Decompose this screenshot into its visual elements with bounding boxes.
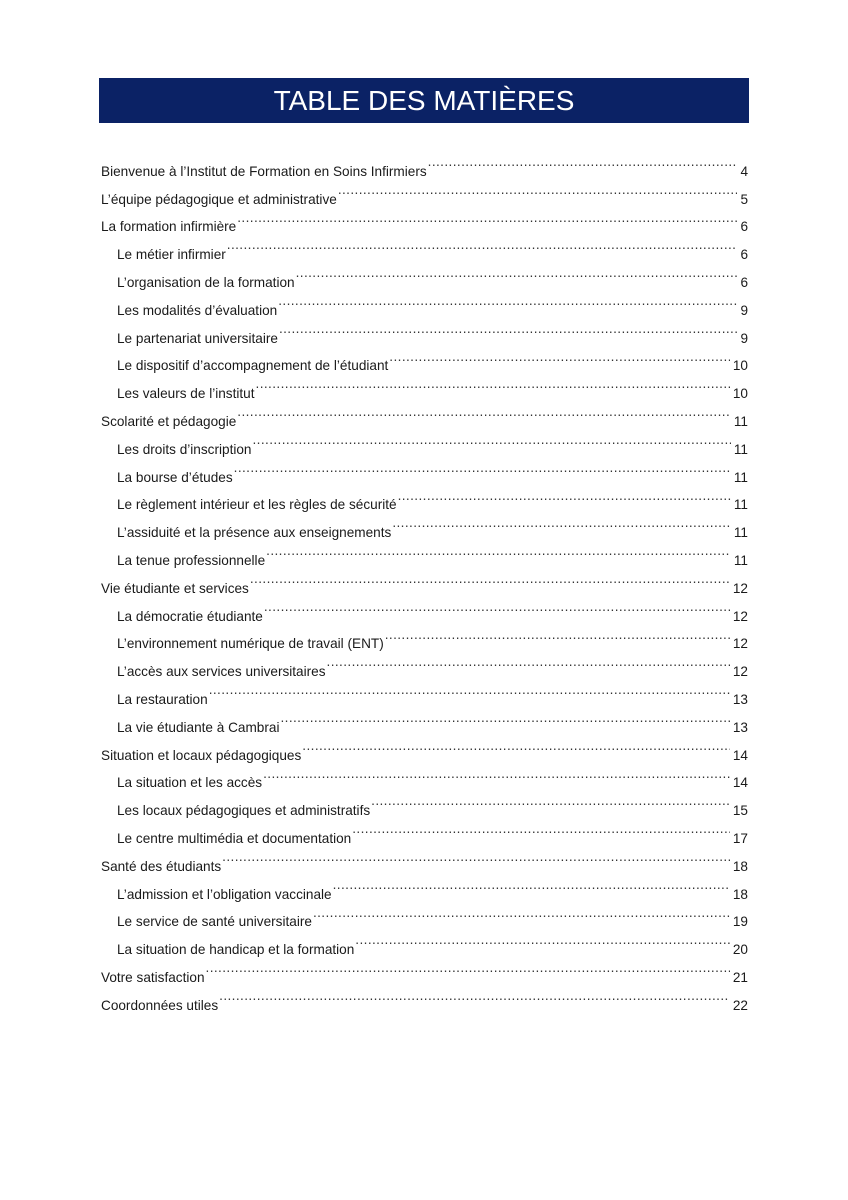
toc-entry-label: Le métier infirmier (117, 247, 226, 263)
toc-entry-label: Vie étudiante et services (101, 580, 249, 596)
toc-entry-label: Le service de santé universitaire (117, 914, 312, 930)
toc-entry-label: Santé des étudiants (101, 858, 222, 874)
toc-entry-label: Coordonnées utiles (101, 997, 219, 1013)
toc-entry-label: La tenue professionnelle (117, 552, 266, 568)
toc-entry-label: Situation et locaux pédagogiques (101, 747, 302, 763)
toc-page-number: 11 (733, 413, 748, 429)
toc-entry-label: Bienvenue à l’Institut de Formation en Soins Infirmiers (101, 163, 427, 179)
page-title: TABLE DES MATIÈRES (99, 78, 749, 123)
toc-entry-label: Le règlement intérieur et les règles de sécurité (117, 497, 397, 513)
toc-entry-label: L’organisation de la formation (117, 274, 295, 290)
toc-page-number: 5 (740, 191, 748, 207)
toc-dot-leader (278, 287, 737, 315)
toc-entry-label: Le centre multimédia et documentation (117, 830, 352, 846)
toc-entry[interactable] (101, 148, 748, 179)
toc-page-number: 10 (732, 386, 748, 402)
toc-dot-leader (206, 954, 730, 982)
table-of-contents (101, 148, 748, 1013)
toc-page-number: 11 (733, 552, 748, 568)
toc-page-number: 15 (732, 803, 748, 819)
toc-page-number: 11 (733, 497, 748, 513)
toc-entry-label: L’admission et l’obligation vaccinale (117, 886, 332, 902)
toc-page-number: 21 (732, 969, 748, 985)
toc-dot-leader (253, 426, 731, 454)
toc-entry-label: L’accès aux services universitaires (117, 664, 326, 680)
toc-dot-leader (266, 537, 731, 565)
toc-page-number: 6 (740, 219, 748, 235)
toc-dot-leader (237, 398, 731, 426)
toc-dot-leader (371, 787, 730, 815)
toc-dot-leader (227, 231, 738, 259)
toc-entry-label: La situation et les accès (117, 775, 263, 791)
toc-page-number: 19 (732, 914, 748, 930)
toc-page-number: 12 (732, 608, 748, 624)
toc-page-number: 14 (732, 747, 748, 763)
toc-dot-leader (234, 454, 731, 482)
toc-page-number: 11 (733, 441, 748, 457)
toc-page-number: 18 (732, 886, 748, 902)
toc-entry-label: L’équipe pédagogique et administrative (101, 191, 337, 207)
toc-entry-label: Les valeurs de l’institut (117, 386, 255, 402)
toc-dot-leader (352, 815, 730, 843)
toc-entry-label: Les modalités d’évaluation (117, 302, 278, 318)
toc-page-number: 11 (733, 525, 748, 541)
toc-page-number: 9 (740, 330, 748, 346)
toc-page-number: 10 (732, 358, 748, 374)
toc-entry-label: La situation de handicap et la formation (117, 942, 355, 958)
toc-entry-label: L’assiduité et la présence aux enseignements (117, 525, 392, 541)
toc-entry-label: Les locaux pédagogiques et administratifs (117, 803, 371, 819)
toc-entry-label: Scolarité et pédagogie (101, 413, 237, 429)
toc-dot-leader (279, 315, 737, 343)
toc-entry-label: Les droits d’inscription (117, 441, 252, 457)
toc-page-number: 9 (740, 302, 748, 318)
toc-dot-leader (222, 843, 730, 871)
toc-entry-label: La formation infirmière (101, 219, 237, 235)
toc-entry-label: Le partenariat universitaire (117, 330, 278, 346)
toc-entry-label: La restauration (117, 691, 208, 707)
toc-page-number: 20 (732, 942, 748, 958)
toc-dot-leader (398, 482, 731, 510)
toc-dot-leader (355, 926, 730, 954)
toc-page-number: 18 (732, 858, 748, 874)
toc-page-number: 13 (732, 719, 748, 735)
toc-entry-label: Votre satisfaction (101, 969, 205, 985)
toc-entry-label: La vie étudiante à Cambrai (117, 719, 280, 735)
toc-dot-leader (264, 593, 730, 621)
toc-dot-leader (327, 648, 730, 676)
toc-entry-label: La bourse d’études (117, 469, 233, 485)
toc-dot-leader (263, 760, 730, 788)
toc-page-number: 12 (732, 580, 748, 596)
toc-page-number: 6 (740, 247, 748, 263)
toc-dot-leader (428, 148, 738, 176)
toc-page-number: 22 (732, 997, 748, 1013)
toc-dot-leader (237, 204, 737, 232)
toc-dot-leader (313, 899, 730, 927)
toc-page-number: 4 (740, 163, 748, 179)
toc-entry-label: L’environnement numérique de travail (ENT) (117, 636, 384, 652)
toc-page-number: 12 (732, 664, 748, 680)
toc-entry-label: Le dispositif d’accompagnement de l’étudiant (117, 358, 389, 374)
toc-page-number: 12 (732, 636, 748, 652)
toc-dot-leader (250, 565, 730, 593)
toc-dot-leader (256, 370, 730, 398)
toc-page-number: 17 (732, 830, 748, 846)
toc-page-number: 14 (732, 775, 748, 791)
toc-dot-leader (209, 676, 730, 704)
toc-dot-leader (338, 176, 738, 204)
toc-dot-leader (389, 343, 730, 371)
toc-dot-leader (280, 704, 729, 732)
toc-dot-leader (333, 871, 730, 899)
toc-dot-leader (302, 732, 730, 760)
toc-dot-leader (296, 259, 738, 287)
toc-dot-leader (385, 621, 730, 649)
toc-entry-label: La démocratie étudiante (117, 608, 263, 624)
toc-dot-leader (392, 509, 731, 537)
toc-page-number: 13 (732, 691, 748, 707)
toc-page-number: 6 (740, 274, 748, 290)
toc-dot-leader (219, 982, 730, 1010)
toc-page-number: 11 (733, 469, 748, 485)
